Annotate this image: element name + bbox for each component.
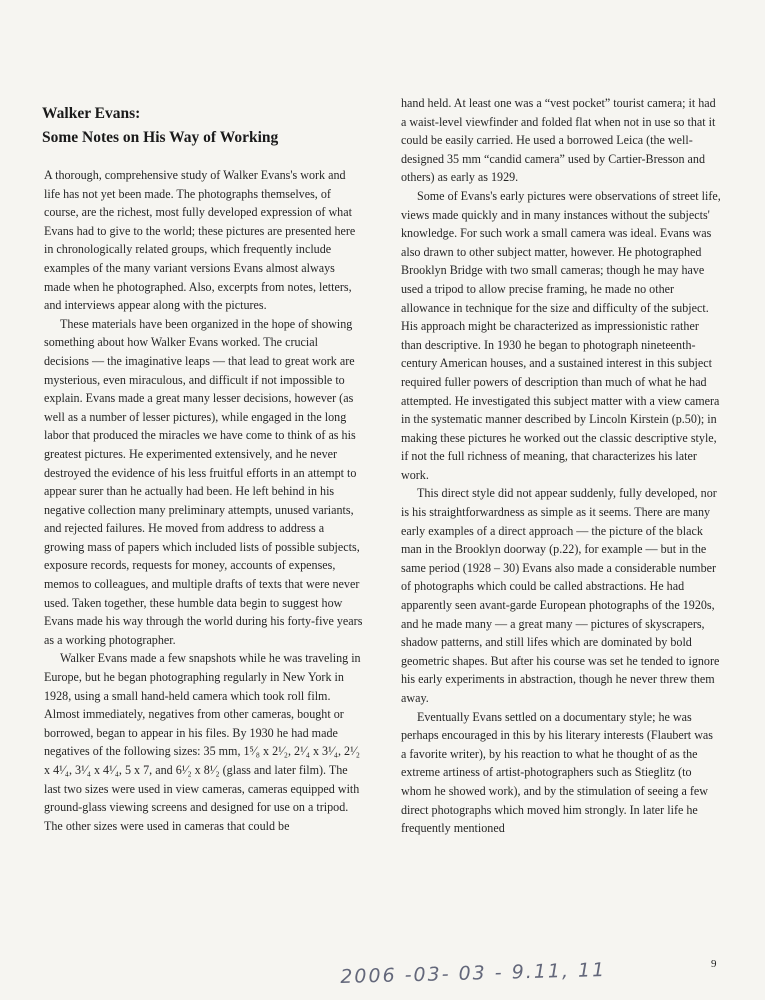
handwritten-note: 2006 -03- 03 - 9.11, 11 xyxy=(340,959,607,988)
title-line-2: Some Notes on His Way of Working xyxy=(42,129,279,146)
paragraph: Eventually Evans settled on a documentary style; he was perhaps encouraged in this by his literary interests (Flaubert was a favorite writer), by his reaction to what he thought of as the extreme artiness of artist-photographers such as Stieglitz (to whom he showed work), and by the stimulation of seeing a few direct photographs which moved him strongly. In later life he frequently mentioned xyxy=(401,709,713,836)
article-title xyxy=(42,102,362,150)
paragraph: Some of Evans's early pictures were observations of street life, views made quickly and in many instances without the subjects' knowledge. For such work a small camera was ideal. Evans was also drawn to other subject matter, however. He photographed Brooklyn Bridge with two small cameras; though he may have used a tripod to allow precise framing, he made no other allowance in technique for the size and difficulty of the subject. His approach might be characterized as impressionistic rather than descriptive. In 1930 he began to photograph nineteenth-century American houses, and a sustained interest in this subject required fuller powers of description than much of what he had attempted. He investigated this subject matter with a view camera in the systematic manner described by Lincoln Kirstein (p.50); in making these pictures he worked out the classic descriptive style, if not the full richness of meaning, that characterizes his later work. xyxy=(401,188,721,482)
left-column xyxy=(44,166,364,835)
paragraph: hand held. At least one was a “vest pocket” tourist camera; it had a waist-level viewfinder and folded flat when not in use so that it could be easily carried. He used a borrowed Leica (the well-designed 35 mm “candid camera” used by Cartier-Bresson and others) as early as 1929. xyxy=(401,96,716,185)
paragraph: This direct style did not appear suddenly, fully developed, nor is his straightforwardness as simple as it seems. There are many early examples of a direct approach — the picture of the black man in the Brooklyn doorway (p.22), for example — but in the same period (1928 – 30) Evans also made a considerable number of photographs which could be called abstractions. He had apparently seen avant-garde European photographs of the 1920s, and he made many — a great many — pictures of skyscrapers, shadow patterns, and still lifes which are dominated by bold geometric shapes. But after his course was set he tended to ignore his early experiments in abstraction, though he never threw them away. xyxy=(401,486,720,705)
page-number: 9 xyxy=(711,958,717,970)
paragraph: These materials have been organized in the hope of showing something about how Walker Evans worked. The crucial decisions — the imaginative leaps — that lead to great work are mysterious, even miraculous, and difficult if not impossible to explain. Evans made a great many lesser decisions, however (as well as a number of lesser pictures), while engaged in the long labor that produced the miracles we have come to think of as his greatest pictures. He experimented extensively, and he never destroyed the evidence of his less fruitful efforts in an attempt to appear surer than he actually had been. He left behind in his negative collection many preliminary attempts, unused variants, and rejected failures. He moved from address to address a growing mass of papers which included lists of possible subjects, exposure records, requests for money, accounts of expenses, memos to colleagues, and multiple drafts of texts that were never used. Taken together, these humble data begin to suggest how Evans made his way through the world during his forty-five years as a working photographer. xyxy=(44,316,363,647)
right-column xyxy=(401,94,721,838)
paragraph: A thorough, comprehensive study of Walker Evans's work and life has not yet been made. The photographs themselves, of course, are the richest, most fully developed expression of what Evans had to give to the world; these pictures are presented here in chronologically related groups, which frequently include examples of the many variant versions Evans almost always made when he photographed. Also, excerpts from notes, letters, and interviews appear along with the pictures. xyxy=(44,168,356,313)
paragraph: Walker Evans made a few snapshots while he was traveling in Europe, but he began photographing regularly in New York in 1928, using a small hand-held camera which took roll film. Almost immediately, negatives from other cameras, bought or borrowed, began to appear in his files. By 1930 he had made negatives of the following sizes: 35 mm, 1⁵⁄₈ x 2¹⁄₂, 2¹⁄₄ x 3¹⁄₄, 2¹⁄₂ x 4¹⁄₄, 3¹⁄₄ x 4¹⁄₄, 5 x 7, and 6¹⁄₂ x 8¹⁄₂ (glass and later film). The last two sizes were used in view cameras, cameras equipped with ground-glass viewing screens and designed for use on a tripod. The other sizes were used in cameras that could be xyxy=(44,651,361,833)
title-line-1: Walker Evans: xyxy=(42,105,141,122)
